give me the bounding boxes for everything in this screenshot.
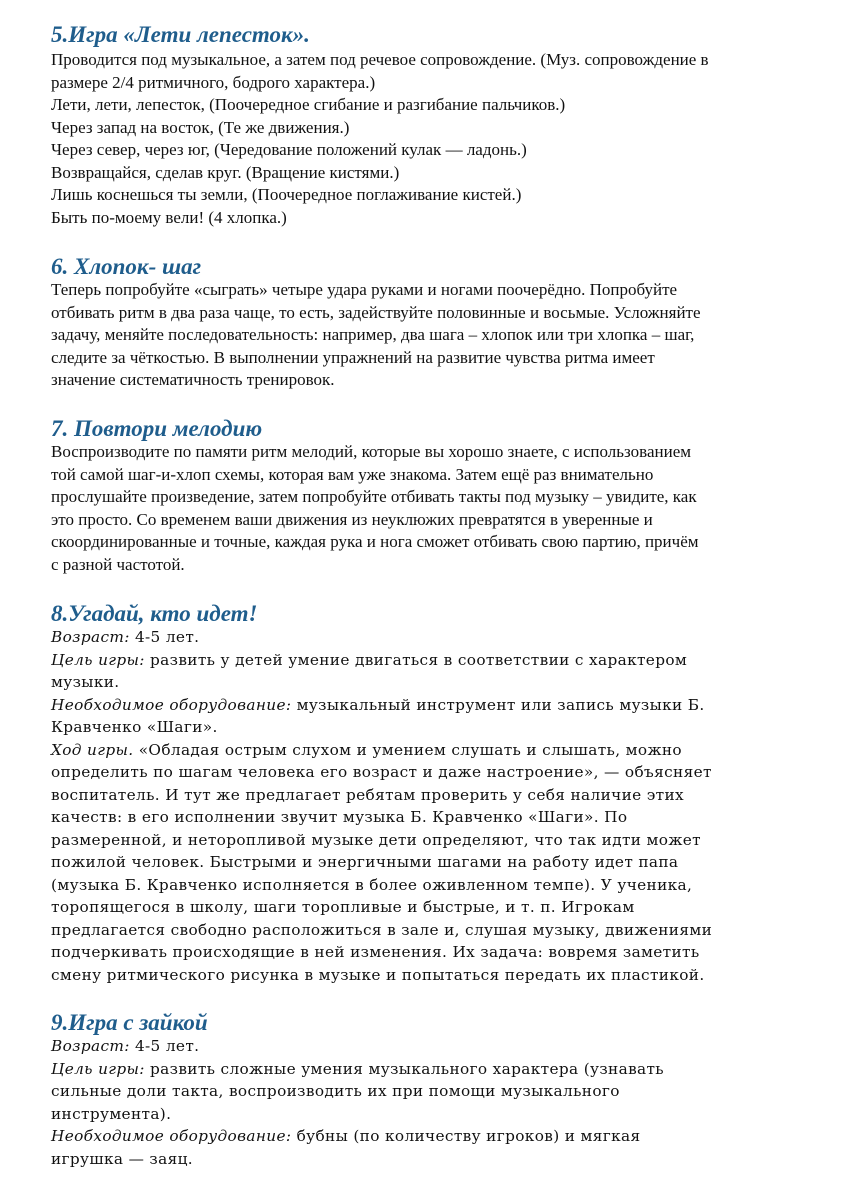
text-line: качеств: в его исполнении звучит музыка Б. Кравченко «Шаги». По — [51, 808, 628, 826]
move-label: Ход игры. — [51, 740, 134, 759]
text-line: Проводится под музыкальное, а затем под речевое сопровождение. (Муз. сопровождение в — [51, 50, 709, 69]
text-line: торопящегося в школу, шаги торопливые и быстрые, и т. п. Игрокам — [51, 898, 635, 916]
text-line: значение систематичность тренировок. — [51, 370, 335, 389]
text-line: игрушка — заяц. — [51, 1149, 193, 1168]
section-9-text — [51, 1035, 841, 1170]
section-9-title: 9.Игра с зайкой — [51, 1010, 208, 1035]
text-line: (музыка Б. Кравченко исполняется в более оживленном темпе). У ученика, — [51, 875, 693, 894]
text-line: это просто. Со временем ваши движения из неуклюжих превратятся в уверенные и — [51, 509, 653, 529]
section-5-title: 5.Игра «Лети лепесток». — [51, 22, 310, 47]
text-line: размере 2/4 ритмичного, бодрого характера.) — [51, 72, 376, 92]
text-line: Возвращайся, сделав круг. (Вращение кистями.) — [51, 162, 400, 182]
text-line: Быть по-моему вели! (4 хлопка.) — [51, 207, 287, 227]
equipment-label: Необходимое оборудование: — [51, 1127, 292, 1145]
goal-label: Цель игры: — [51, 1059, 145, 1078]
text-line: смену ритмического рисунка в музыке и попытаться передать их пластикой. — [51, 965, 705, 984]
goal-value: развить у детей умение двигаться в соответствии с характером — [144, 650, 688, 669]
age-label: Возраст: — [51, 628, 130, 646]
goal-line — [51, 649, 841, 672]
text-line: следите за чёткостью. В выполнении упражнений на развитие чувства ритма имеет — [51, 347, 655, 367]
section-8-title: 8.Угадай, кто идет! — [51, 601, 258, 626]
text-line: музыки. — [51, 673, 120, 691]
section-7-title: 7. Повтори мелодию — [51, 416, 263, 441]
age-label: Возраст: — [51, 1037, 130, 1055]
text-line: отбивать ритм в два раза чаще, то есть, задействуйте половинные и восьмые. Усложняйте — [51, 302, 701, 322]
goal-value: развить сложные умения музыкального характера (узнавать — [144, 1059, 664, 1078]
text-line: Кравченко «Шаги». — [51, 718, 218, 736]
age-value: 4-5 лет. — [129, 628, 200, 646]
text-line: размеренной, и неторопливой музыке дети определяют, что так идти может — [51, 830, 701, 849]
equipment-value: музыкальный инструмент или запись музыки Б. — [291, 695, 705, 714]
equipment-line — [51, 1125, 841, 1148]
text-line: Теперь попробуйте «сыграть» четыре удара руками и ногами поочерёдно. Попробуйте — [51, 280, 678, 299]
text-line: предлагается свободно расположиться в зале и, слушая музыку, движениями — [51, 920, 713, 939]
section-6-title: 6. Хлопок- шаг — [51, 254, 202, 279]
equipment-value: бубны (по количеству игроков) и мягкая — [291, 1127, 641, 1145]
section-7-text — [51, 441, 841, 576]
text-line: Через север, через юг, (Чередование положений кулак — ладонь.) — [51, 140, 527, 159]
age-line — [51, 1035, 841, 1058]
section-6-text — [51, 279, 841, 392]
text-line: той самой шаг-и-хлоп схемы, которая вам уже знакома. Затем ещё раз внимательно — [51, 464, 654, 484]
text-line: Лишь коснешься ты земли, (Поочередное поглаживание кистей.) — [51, 185, 522, 204]
section-8-text — [51, 626, 841, 986]
text-line: Воспроизводите по памяти ритм мелодий, которые вы хорошо знаете, с использованием — [51, 442, 692, 461]
goal-label: Цель игры: — [51, 650, 145, 669]
equipment-line — [51, 694, 841, 717]
move-value: «Обладая острым слухом и умением слушать и слышать, можно — [133, 740, 682, 759]
text-line: сильные доли такта, воспроизводить их при помощи музыкального — [51, 1082, 620, 1100]
age-value: 4-5 лет. — [129, 1037, 200, 1055]
text-line: подчеркивать происходящие в ней изменения. Их задача: вовремя заметить — [51, 943, 700, 961]
text-line: инструмента). — [51, 1104, 172, 1123]
text-line: пожилой человек. Быстрыми и энергичными шагами на работу идет папа — [51, 853, 679, 871]
text-line: Через запад на восток, (Те же движения.) — [51, 117, 350, 137]
section-5-text — [51, 49, 841, 229]
text-line: задачу, меняйте последовательность: например, два шага – хлопок или три хлопка – шаг, — [51, 325, 695, 344]
age-line — [51, 626, 841, 649]
text-line: Лети, лети, лепесток, (Поочередное сгибание и разгибание пальчиков.) — [51, 95, 566, 114]
text-line: скоординированные и точные, каждая рука и нога сможет отбивать свою партию, причём — [51, 532, 699, 551]
move-line — [51, 739, 841, 762]
text-line: прослушайте произведение, затем попробуйте отбивать такты под музыку – увидите, как — [51, 487, 697, 506]
goal-line — [51, 1058, 841, 1081]
text-line: определить по шагам человека его возраст и даже настроение», — объясняет — [51, 763, 712, 781]
text-line: с разной частотой. — [51, 554, 185, 574]
equipment-label: Необходимое оборудование: — [51, 695, 292, 714]
text-line: воспитатель. И тут же предлагает ребятам проверить у себя наличие этих — [51, 785, 684, 804]
